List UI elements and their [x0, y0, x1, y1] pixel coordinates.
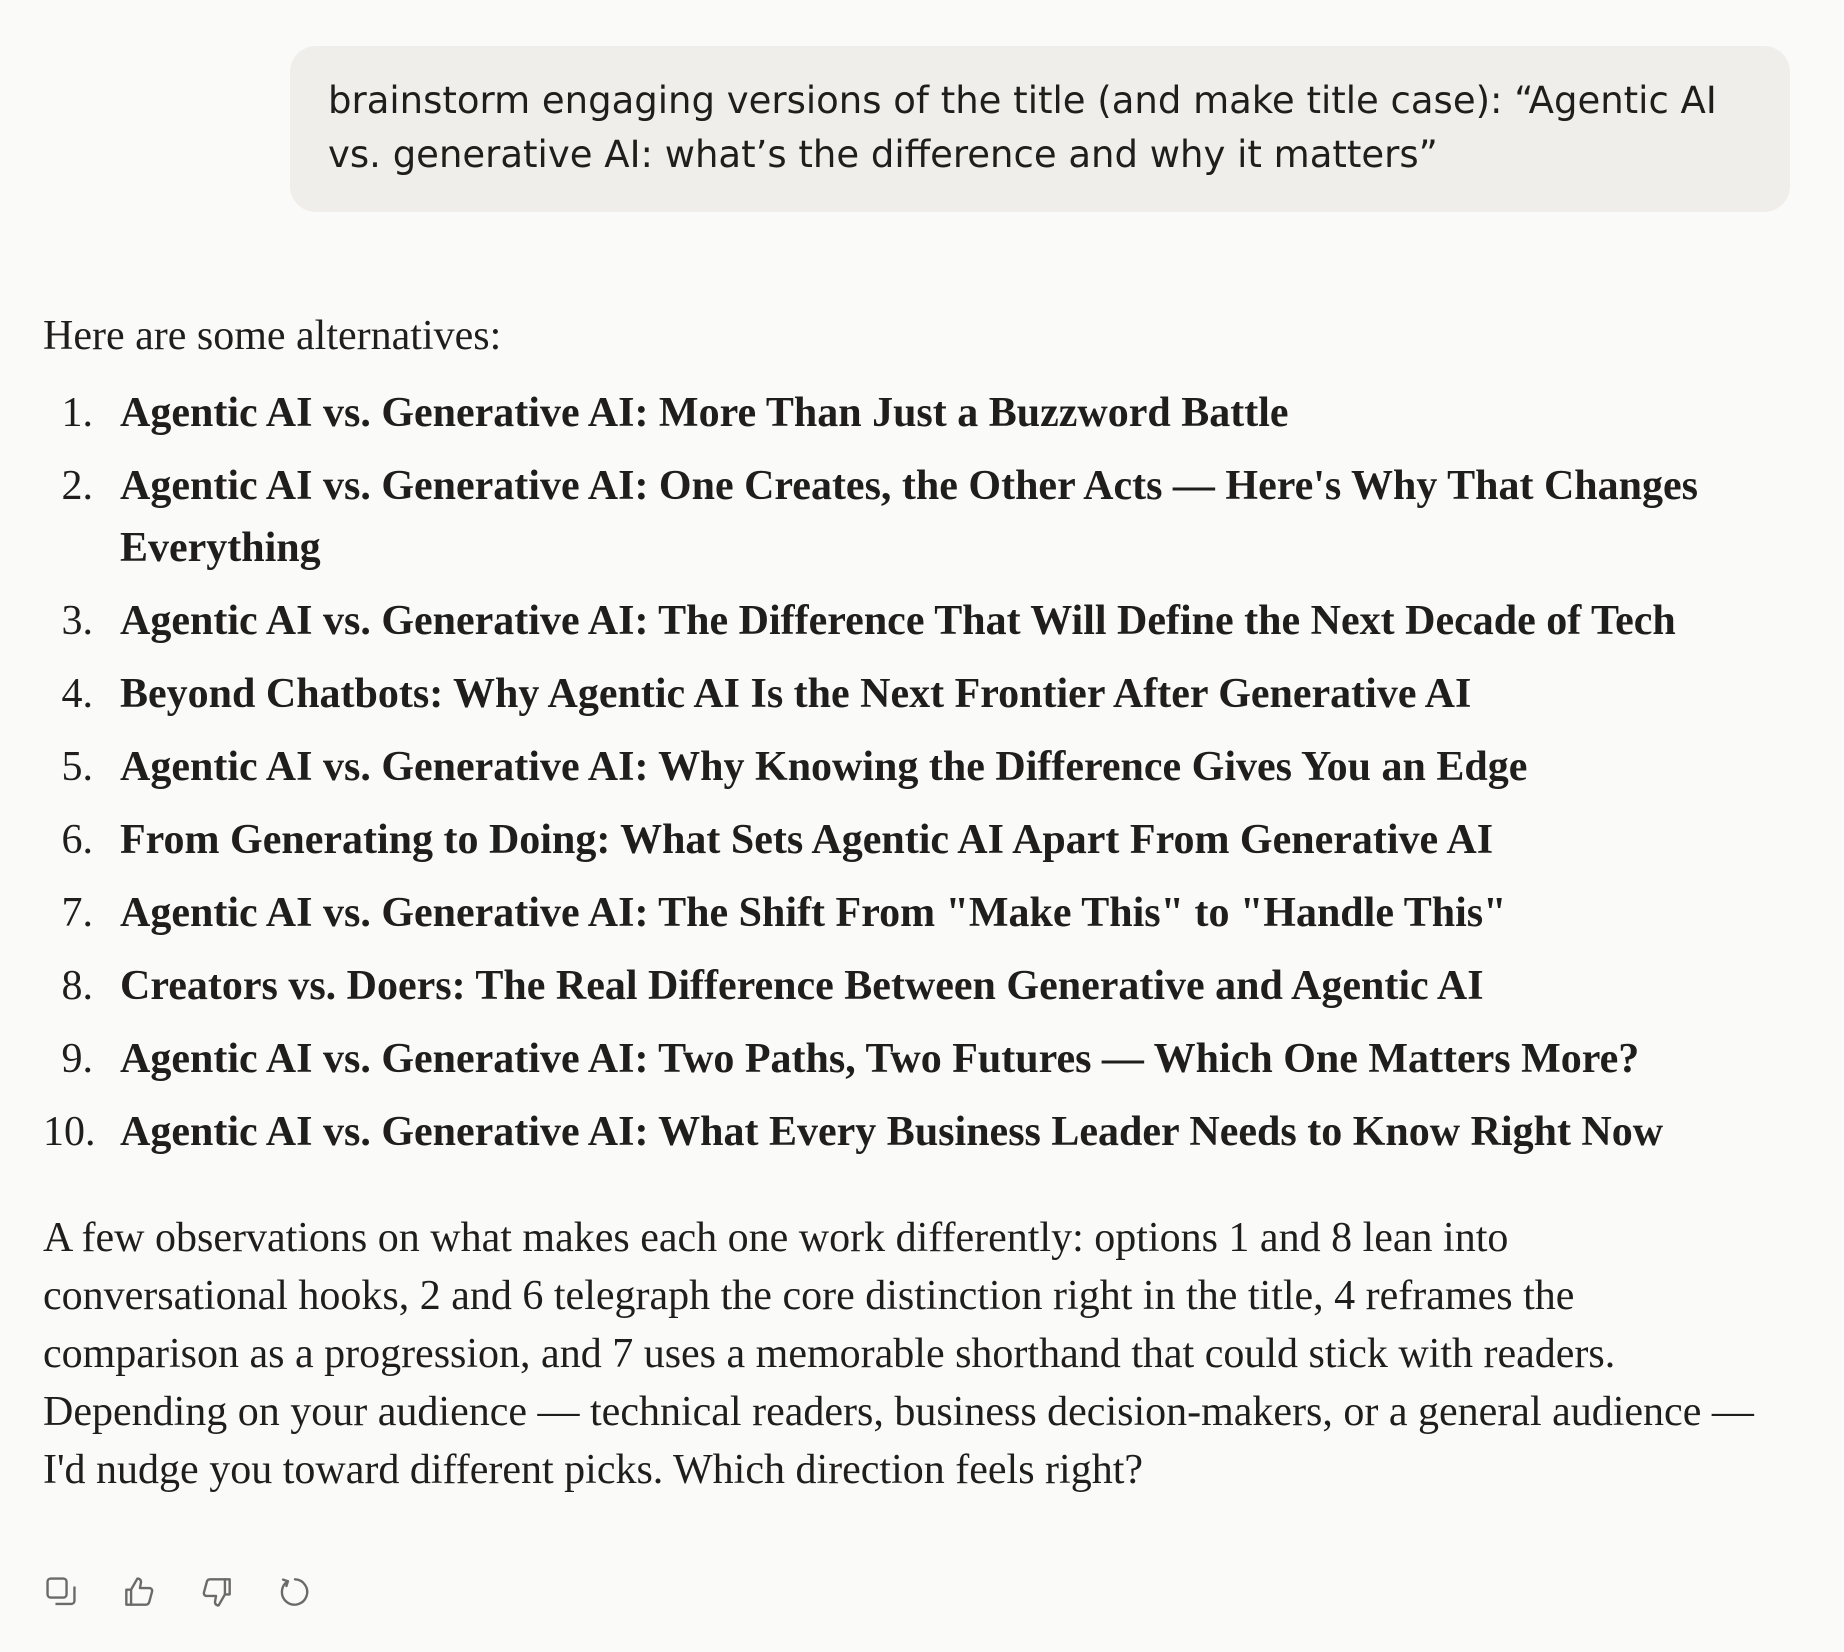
- list-item: [43, 663, 1783, 725]
- list-item-number: 9.: [61, 1036, 93, 1082]
- list-item: [43, 736, 1783, 798]
- list-item-title: Agentic AI vs. Generative AI: The Difference That Will Define the Next Decade of Tech: [120, 598, 1676, 644]
- list-item-number: 7.: [61, 890, 93, 936]
- list-item-title: Agentic AI vs. Generative AI: Why Knowing the Difference Gives You an Edge: [120, 744, 1528, 790]
- copy-button[interactable]: [42, 1573, 80, 1611]
- list-item-title: From Generating to Doing: What Sets Agentic AI Apart From Generative AI: [120, 817, 1494, 863]
- retry-button[interactable]: [276, 1573, 314, 1611]
- response-observations: A few observations on what makes each one work differently: options 1 and 8 lean into conversational hooks, 2 and 6 telegraph the core distinction right in the title, 4 reframes the comparison as a progression, and 7 uses a memorable shorthand that could stick with readers. Depending on your audience — technical readers, business decision-makers, or a general audience — I'd nudge you toward different picks. Which direction feels right?: [43, 1215, 1754, 1493]
- list-item-title: Agentic AI vs. Generative AI: The Shift From "Make This" to "Handle This": [120, 890, 1507, 936]
- thumbs-up-icon: [120, 1573, 158, 1611]
- list-item: [43, 1028, 1783, 1090]
- list-item-number: 5.: [61, 744, 93, 790]
- message-actions: [42, 1570, 314, 1614]
- thumbs-down-button[interactable]: [198, 1573, 236, 1611]
- list-item-number: 3.: [61, 598, 93, 644]
- user-message-bubble: [290, 46, 1790, 212]
- list-item-title: Beyond Chatbots: Why Agentic AI Is the Next Frontier After Generative AI: [120, 671, 1472, 717]
- list-item-number: 2.: [61, 463, 93, 509]
- assistant-response: [43, 306, 1783, 1499]
- list-item-title: Agentic AI vs. Generative AI: One Creates, the Other Acts — Here's Why That Changes Everything: [120, 463, 1699, 571]
- list-item-number: 4.: [61, 671, 93, 717]
- list-item-title: Creators vs. Doers: The Real Difference Between Generative and Agentic AI: [120, 963, 1484, 1009]
- list-item: [43, 809, 1783, 871]
- list-item: [43, 382, 1783, 444]
- list-item-number: 10.: [43, 1109, 96, 1155]
- list-item: [43, 955, 1783, 1017]
- list-item-title: Agentic AI vs. Generative AI: Two Paths, Two Futures — Which One Matters More?: [120, 1036, 1640, 1082]
- list-item-number: 1.: [61, 390, 93, 436]
- list-item: [43, 590, 1783, 652]
- list-item: [43, 455, 1783, 579]
- list-item-title: Agentic AI vs. Generative AI: What Every Business Leader Needs to Know Right Now: [120, 1109, 1664, 1155]
- list-item-number: 6.: [61, 817, 93, 863]
- list-item-number: 8.: [61, 963, 93, 1009]
- thumbs-down-icon: [198, 1573, 236, 1611]
- user-message-text: brainstorm engaging versions of the title (and make title case): “Agentic AI vs. generative AI: what’s the difference and why it matters”: [328, 79, 1717, 176]
- thumbs-up-button[interactable]: [120, 1573, 158, 1611]
- response-intro: Here are some alternatives:: [43, 313, 502, 359]
- copy-icon: [42, 1573, 80, 1611]
- retry-icon: [276, 1573, 314, 1611]
- list-item: [43, 882, 1783, 944]
- alternatives-list: [43, 382, 1783, 1163]
- list-item: [43, 1101, 1783, 1163]
- list-item-title: Agentic AI vs. Generative AI: More Than Just a Buzzword Battle: [120, 390, 1289, 436]
